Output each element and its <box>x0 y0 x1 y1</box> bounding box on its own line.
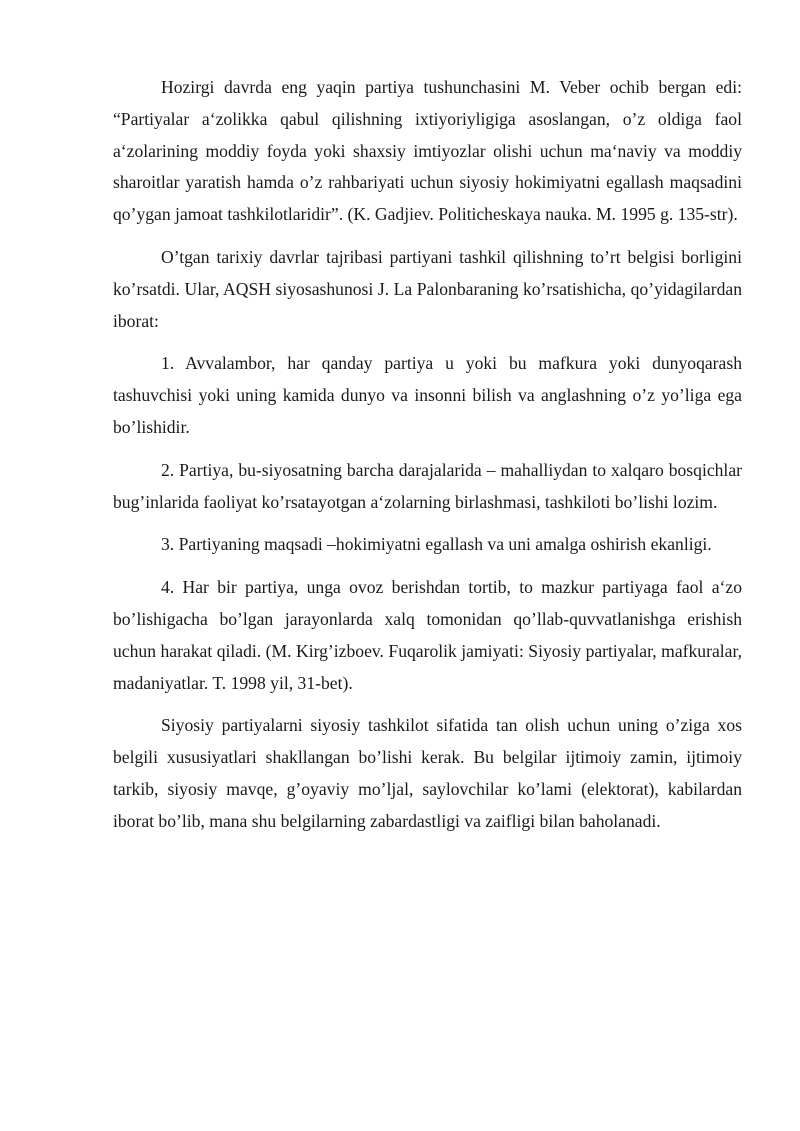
paragraph-sign-2: 2. Partiya, bu-siyosatning barcha darajalarida – mahalliydan to xalqaro bosqichlar bug’inlarida faoliyat ko’rsatayotgan a‘zolarning birlashmasi, tashkiloti bo’lishi lozim. <box>113 459 742 512</box>
paragraph-veber-definition: Hozirgi davrda eng yaqin partiya tushunchasini M. Veber ochib bergan edi: “Partiyalar a‘zolikka qabul qilishning ixtiyoriyligiga asoslangan, o’z oldiga faol a‘zolarining moddiy foyda yoki shaxsiy imtiyozlar olishi uchun ma‘naviy va moddiy sharoitlar yaratish hamda o’z rahbariyati uchun siyosiy hokimiyatni egallash maqsadini qo’ygan jamoat tashkilotlaridir”. (K. Gadjiev. Politicheskaya nauka. M. 1995 g. 135-str). <box>113 77 742 225</box>
document-page <box>113 72 742 849</box>
paragraph-sign-4: 4. Har bir partiya, unga ovoz berishdan tortib, to mazkur partiyaga faol a‘zo bo’lishigacha bo’lgan jarayonlarda xalq tomonidan qo’llab-quvvatlanishga erishish uchun harakat qiladi. (M. Kirg’izboev. Fuqarolik jamiyati: Siyosiy partiyalar, mafkuralar, madaniyatlar. T. 1998 yil, 31-bet). <box>113 577 742 693</box>
paragraph-sign-3: 3. Partiyaning maqsadi –hokimiyatni egallash va uni amalga oshirish ekanligi. <box>161 534 712 555</box>
paragraph-party-features: Siyosiy partiyalarni siyosiy tashkilot sifatida tan olish uchun uning o’ziga xos belgili xususiyatlari shakllangan bo’lishi kerak. Bu belgilar ijtimoiy zamin, ijtimoiy tarkib, siyosiy mavqe, g’oyaviy mo’ljal, saylovchilar ko’lami (elektorat), kabilardan iborat bo’lib, mana shu belgilarning zabardastligi va zaifligi bilan baholanadi. <box>113 715 742 831</box>
paragraph-sign-1: 1. Avvalambor, har qanday partiya u yoki bu mafkura yoki dunyoqarash tashuvchisi yoki uning kamida dunyo va insonni bilish va anglashning o’z yo’liga ega bo’lishidir. <box>113 353 742 437</box>
paragraph-four-signs-intro: O’tgan tarixiy davrlar tajribasi partiyani tashkil qilishning to’rt belgisi borligini ko’rsatdi. Ular, AQSH siyosashunosi J. La Palonbaraning ko’rsatishicha, qo’yidagilardan iborat: <box>113 246 742 331</box>
